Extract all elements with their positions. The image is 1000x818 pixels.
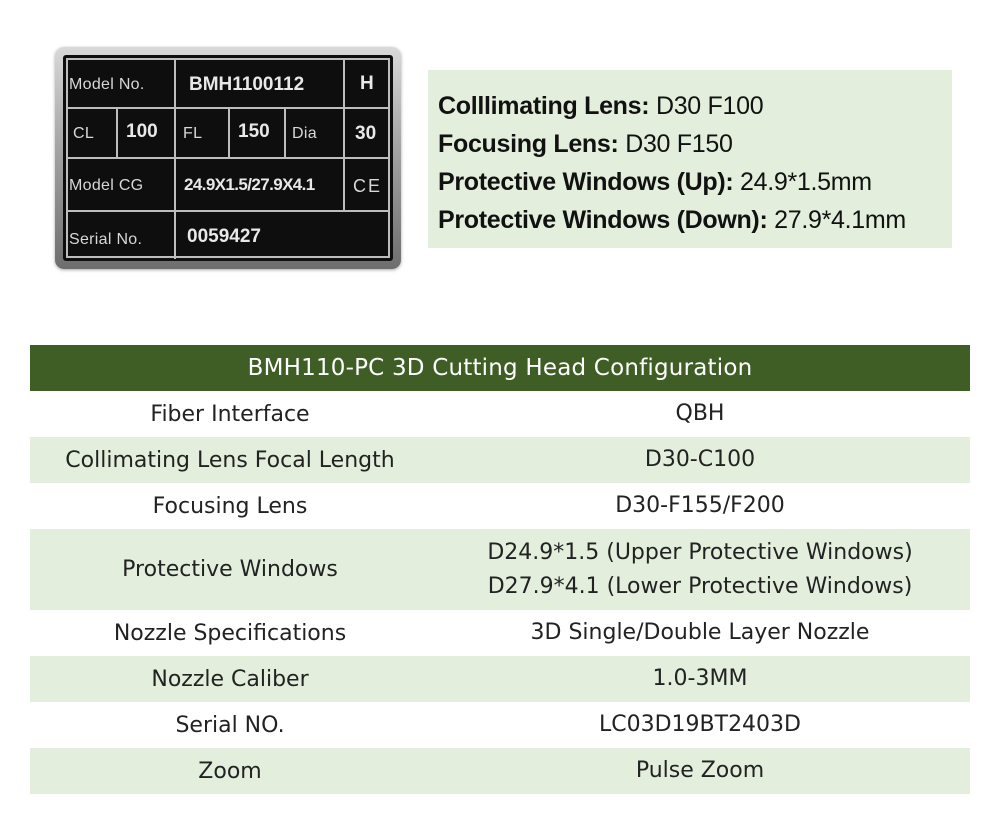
- plate-line: [228, 107, 230, 157]
- row-label: Nozzle Caliber: [151, 666, 309, 692]
- row-value: [430, 610, 970, 656]
- lens-info-key: Protective Windows (Up):: [438, 168, 734, 196]
- lens-info-key: Protective Windows (Down):: [438, 206, 768, 234]
- row-label: Serial NO.: [175, 712, 285, 738]
- row-value: [430, 483, 970, 529]
- lens-info-value: D30 F150: [625, 130, 733, 158]
- row-value-line: D27.9*4.1 (Lower Protective Windows): [487, 573, 913, 599]
- plate-line: [66, 210, 390, 212]
- plate-fl-label: FL: [183, 125, 203, 142]
- lens-info-value: 24.9*1.5mm: [740, 168, 872, 196]
- plate-dia-value: 30: [355, 123, 377, 144]
- table-row: [30, 529, 970, 610]
- row-value-line: Pulse Zoom: [635, 758, 765, 783]
- table-row: [30, 702, 970, 748]
- plate-line: [174, 157, 176, 259]
- row-value: [430, 748, 970, 794]
- plate-dia-label: Dia: [292, 125, 317, 142]
- plate-cl-value: 100: [126, 121, 158, 142]
- ce-mark-icon: CE: [353, 176, 383, 196]
- plate-model-cg-value: 24.9X1.5/27.9X4.1: [184, 175, 315, 194]
- lens-info-value: D30 F100: [655, 92, 764, 120]
- plate-model-no-value: BMH1100112: [189, 74, 305, 95]
- plate-serial-value: 0059427: [187, 226, 261, 247]
- table-row: [30, 437, 970, 483]
- row-label: Focusing Lens: [152, 493, 308, 519]
- lens-info-value: 27.9*4.1mm: [774, 206, 906, 234]
- plate-model-cg-label: Model CG: [69, 177, 144, 194]
- nameplate-face: [63, 55, 393, 261]
- row-label: Collimating Lens Focal Length: [65, 447, 395, 473]
- row-value-line: D24.9*1.5 (Upper Protective Windows): [487, 539, 913, 565]
- row-value-line: LC03D19BT2403D: [598, 712, 801, 737]
- row-value: [430, 437, 970, 483]
- plate-line: [66, 58, 390, 60]
- plate-line: [116, 107, 118, 157]
- plate-serial-label: Serial No.: [69, 231, 143, 248]
- table-row: [30, 656, 970, 702]
- plate-fl-value: 150: [238, 121, 270, 142]
- table-row: [30, 748, 970, 794]
- plate-line: [284, 107, 286, 157]
- configuration-table: [30, 345, 970, 794]
- row-value: [430, 391, 970, 437]
- lens-info-window-up: [438, 163, 952, 201]
- plate-line: [66, 157, 390, 159]
- row-value-line: 1.0-3MM: [652, 666, 748, 691]
- nameplate-image: [55, 47, 401, 269]
- row-value-line: D30-F155/F200: [615, 493, 785, 518]
- row-value: [430, 529, 970, 610]
- plate-line: [174, 107, 176, 157]
- lens-info-window-down: [438, 201, 952, 239]
- configuration-table-title: BMH110-PC 3D Cutting Head Configuration: [30, 345, 970, 391]
- lens-info-focusing: [438, 125, 952, 163]
- row-value: [430, 656, 970, 702]
- lens-info-key: Focusing Lens:: [438, 130, 619, 158]
- row-label: Protective Windows: [122, 557, 338, 582]
- lens-info-collimating: [438, 87, 952, 125]
- plate-line: [343, 58, 345, 210]
- row-label: Nozzle Specifications: [113, 620, 347, 646]
- plate-cl-label: CL: [73, 125, 95, 142]
- row-value-line: QBH: [675, 401, 725, 426]
- plate-model-suffix: H: [360, 73, 374, 94]
- plate-line: [66, 256, 390, 258]
- table-row: [30, 610, 970, 656]
- row-value-line: 3D Single/Double Layer Nozzle: [530, 620, 870, 645]
- plate-model-no-label: Model No.: [69, 76, 145, 93]
- table-row: [30, 391, 970, 437]
- lens-info-box: [428, 70, 952, 248]
- row-label: Fiber Interface: [150, 401, 310, 427]
- row-value: [430, 702, 970, 748]
- row-value-line: D30-C100: [644, 447, 756, 472]
- plate-line: [174, 58, 176, 107]
- table-row: [30, 483, 970, 529]
- lens-info-key: Colllimating Lens:: [438, 92, 650, 120]
- row-label: Zoom: [198, 758, 262, 784]
